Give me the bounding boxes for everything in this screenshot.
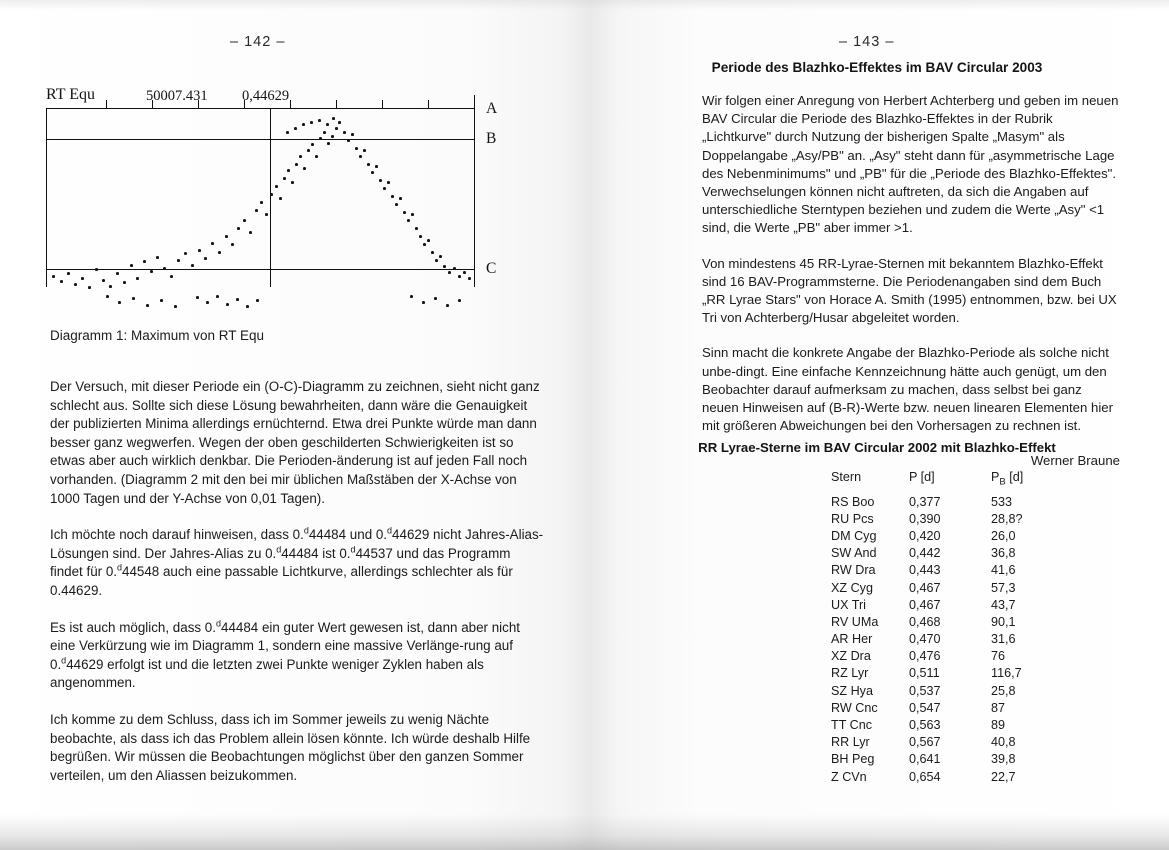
- table-row: [831, 665, 1061, 682]
- plot-horizontal-gridline-c: [46, 269, 474, 270]
- table-row: [831, 648, 1061, 665]
- cell-period: 0,467: [909, 580, 941, 595]
- cell-period: 0,547: [909, 700, 941, 715]
- lightcurve-diagram: [46, 78, 546, 293]
- cell-period: 0,476: [909, 649, 941, 664]
- table-row: [831, 613, 1061, 630]
- cell-star: RZ Lyr: [831, 666, 869, 681]
- cell-star: DM Cyg: [831, 528, 877, 543]
- cell-blazhko-period: 22,7: [991, 769, 1016, 784]
- cell-blazhko-period: 116,7: [991, 666, 1022, 681]
- cell-blazhko-period: 76: [991, 649, 1006, 664]
- cell-blazhko-period: 25,8: [991, 683, 1016, 698]
- column-header-period: P [d]: [909, 470, 935, 484]
- table-row: [831, 631, 1061, 648]
- table-row: [831, 699, 1061, 716]
- cell-blazhko-period: 36,8: [991, 546, 1016, 561]
- cell-star: SW And: [831, 546, 877, 561]
- diagram-caption: Diagramm 1: Maximum von RT Equ: [50, 328, 265, 343]
- chart-epoch-value: 50007.431: [146, 88, 208, 104]
- cell-star: SZ Hya: [831, 683, 873, 698]
- cell-blazhko-period: 87: [991, 700, 1006, 715]
- right-page: [585, 0, 1169, 850]
- cell-star: RW Dra: [831, 563, 876, 578]
- chart-period-value: 0,44629: [242, 88, 290, 104]
- plot-area: [46, 108, 474, 287]
- table-row: [831, 545, 1061, 562]
- cell-period: 0,442: [909, 546, 941, 561]
- column-header-blazhko-period: $P_B$ [d]: [991, 470, 1024, 488]
- table-row: [831, 493, 1061, 510]
- cell-blazhko-period: 31,6: [991, 632, 1016, 647]
- table-row: [831, 596, 1061, 613]
- cell-star: RV UMa: [831, 614, 879, 629]
- plot-left-axis: [46, 109, 47, 287]
- cell-blazhko-period: 28,8?: [991, 511, 1023, 526]
- cell-star: RR Lyr: [831, 735, 870, 750]
- left-page: [0, 0, 584, 850]
- table-row: [831, 682, 1061, 699]
- paragraph-4: Ich komme zu dem Schluss, dass ich im Sommer jeweils zu wenig Nächte beobachte, als dass ich das Problem allein lösen könnte. Ich würde deshalb Hilfe begrüßen. Wir müssen die Beobachtungen möglichst über den ganzen Sommer verteilen, um den Aliassen beizukommen.: [50, 711, 531, 783]
- cell-blazhko-period: 43,7: [991, 597, 1016, 612]
- cell-period: 0,537: [909, 683, 941, 698]
- cell-star: AR Her: [831, 632, 873, 647]
- cell-star: TT Cnc: [831, 718, 873, 733]
- paragraph-1: Der Versuch, mit dieser Periode ein (O-C)-Diagramm zu zeichnen, sieht nicht ganz schlecht aus. Sollte sich diese Lösung bewahrheiten, dann wäre die Genauigkeit der publizierten Minima allerdings ernüchternd. Etwa drei Punkte würde man dann besser ganz wegwerfen. Wegen der oben geschilderten Schwierigkeiten ist so etwas aber auch wirklich denkbar. Die Perioden-änderung ist auf jeden Fall noch vorhanden. (Diagramm 2 mit den bei mir üblichen Maßstäben der X-Achse von 1000 Tagen und der Y-Achse von 0,01 Tagen).: [50, 379, 540, 506]
- plot-right-axis: [474, 95, 475, 287]
- table-row: [831, 562, 1061, 579]
- plot-vertical-gridline: [270, 109, 271, 287]
- table-row: [831, 579, 1061, 596]
- right-page-body: [702, 92, 1120, 488]
- plot-axis-label-b: B: [486, 130, 497, 147]
- cell-blazhko-period: 40,8: [991, 735, 1016, 750]
- table-row: [831, 734, 1061, 751]
- cell-period: 0,563: [909, 718, 941, 733]
- cell-period: 0,377: [909, 494, 941, 509]
- cell-period: 0,420: [909, 528, 941, 543]
- page-number-right: – 143 –: [839, 34, 895, 50]
- cell-blazhko-period: 41,6: [991, 563, 1016, 578]
- cell-period: 0,468: [909, 614, 941, 629]
- cell-star: XZ Dra: [831, 649, 871, 664]
- paragraph-3: Sinn macht die konkrete Angabe der Blazhko-Periode als solche nicht unbe-dingt. Eine einfache Kennzeichnung hätte auch genügt, um den Beobachter darauf aufmerksam zu machen, dass selbst bei ganz neuen Hinweisen auf (B-R)-Werte bzw. neuen linearen Elementen hier mit größeren Abweichungen bei den Vorhersagen zu rechnen ist.: [702, 345, 1113, 434]
- cell-star: Z CVn: [831, 769, 867, 784]
- plot-axis-label-a: A: [486, 100, 498, 117]
- paragraph-2: Von mindestens 45 RR-Lyrae-Sternen mit bekanntem Blazhko-Effekt sind 16 BAV-Programmsterne. Die Periodenangaben sind dem Buch „RR Lyrae Stars" von Horace A. Smith (1995) entnommen, bzw. bei UX Tri von Achterberg/Husar abgeleitet worden.: [702, 255, 1117, 326]
- author-signature: Werner Braune: [1030, 453, 1120, 469]
- table-row: [831, 768, 1061, 785]
- article-title: Periode des Blazhko-Effektes im BAV Circular 2003: [711, 60, 1043, 75]
- cell-blazhko-period: 90,1: [991, 614, 1016, 629]
- blazhko-period-table: [831, 470, 1061, 785]
- cell-blazhko-period: 26,0: [991, 528, 1016, 543]
- plot-horizontal-gridline-b: [46, 139, 474, 140]
- chart-star-label: RT Equ: [46, 86, 95, 103]
- paragraph-2: Ich möchte noch darauf hinweisen, dass 0.$^d$44484 und 0.$^d$44629 nicht Jahres-Alias-Lösungen sind. Der Jahres-Alias zu 0.$^d$44484 ist 0.$^d$44537 und das Programm findet für 0.$^d$44548 auch eine passable Lichtkurve, allerdings schlechter als für 0.44629.: [50, 525, 544, 598]
- cell-period: 0,390: [909, 511, 941, 526]
- table-row: [831, 510, 1061, 527]
- cell-period: 0,443: [909, 563, 941, 578]
- cell-period: 0,654: [909, 769, 941, 784]
- cell-star: XZ Cyg: [831, 580, 873, 595]
- plot-axis-label-c: C: [486, 260, 497, 277]
- cell-period: 0,511: [909, 666, 940, 681]
- cell-star: RS Boo: [831, 494, 875, 509]
- table-header-row: [831, 470, 1061, 493]
- table-title: RR Lyrae-Sterne im BAV Circular 2002 mit Blazhko-Effekt: [698, 440, 1056, 455]
- cell-star: BH Peg: [831, 752, 875, 767]
- table-row: [831, 751, 1061, 768]
- cell-blazhko-period: 39,8: [991, 752, 1016, 767]
- cell-star: RU Pcs: [831, 511, 874, 526]
- column-header-star: Stern: [831, 470, 862, 484]
- left-page-body: [50, 378, 544, 803]
- page-number-left: – 142 –: [230, 34, 286, 50]
- cell-period: 0,641: [909, 752, 941, 767]
- cell-star: RW Cnc: [831, 700, 878, 715]
- paragraph-1: Wir folgen einer Anregung von Herbert Achterberg und geben im neuen BAV Circular die Periode des Blazhko-Effektes in der Rubrik „Lichtkurve" durch Nutzung der bisherigen Spalte „Masym" als Doppelangabe „Asy/PB" an. „Asy" steht dann für „asymmetrische Lage des Nebenminimums" und „PB" für die „Periode des Blazhko-Effektes". Verwechselungen können nicht auftreten, da sich die Angaben auf unterschiedliche Sterntypen beziehen und zudem die Werte „Asy" <1 sind, die Werte „PB" aber immer >1.: [702, 93, 1119, 236]
- cell-blazhko-period: 57,3: [991, 580, 1016, 595]
- cell-blazhko-period: 533: [991, 494, 1013, 509]
- table-row: [831, 716, 1061, 733]
- paragraph-3: Es ist auch möglich, dass 0.$^d$44484 ein guter Wert gewesen ist, dann aber nicht eine Verkürzung wie im Diagramm 1, sondern eine massive Verlänge-rung auf 0.$^d$44629 erfolgt ist und die letzten zwei Punkte weniger Zyklen haben als angenommen.: [50, 618, 521, 691]
- cell-blazhko-period: 89: [991, 718, 1006, 733]
- cell-period: 0,467: [909, 597, 941, 612]
- table-row: [831, 527, 1061, 544]
- cell-period: 0,567: [909, 735, 941, 750]
- cell-star: UX Tri: [831, 597, 866, 612]
- cell-period: 0,470: [909, 632, 941, 647]
- plot-top-ticks: [46, 100, 474, 109]
- table-body: [831, 493, 1061, 785]
